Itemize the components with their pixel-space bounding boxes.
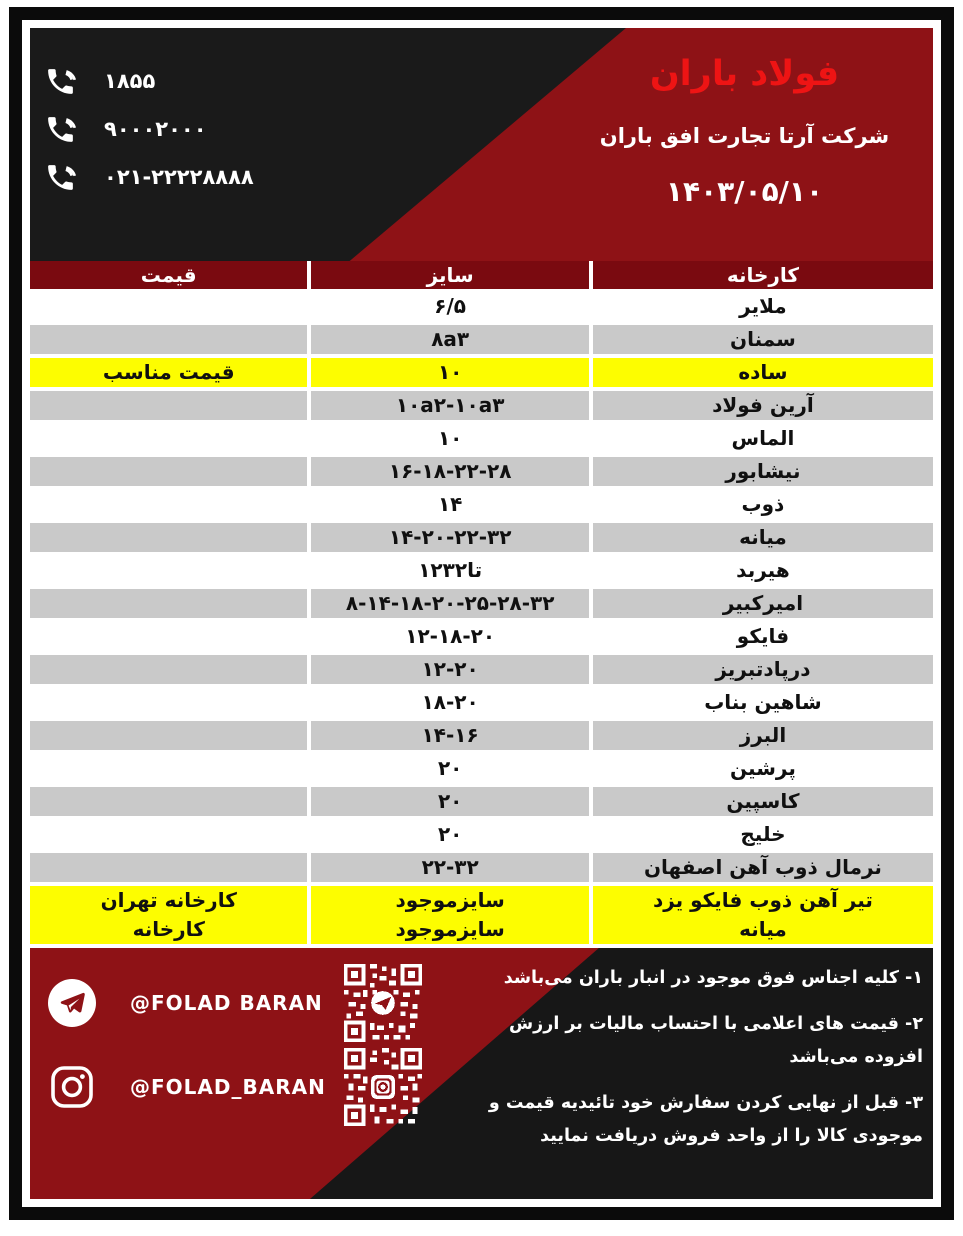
cell-size: ۱۰ — [311, 358, 588, 387]
cell-price: کارخانه تهران کارخانه — [30, 886, 307, 944]
phone-number: ۰۲۱-۲۲۲۲۸۸۸۸ — [104, 165, 254, 189]
cell-factory: ذوب — [593, 490, 933, 519]
cell-factory: تیر آهن ذوب فایکو یزد میانه — [593, 886, 933, 944]
cell-size: ۱۴-۲۰-۲۲-۳۲ — [311, 523, 588, 552]
table-row — [30, 589, 933, 618]
table-row — [30, 490, 933, 519]
cell-factory: سمنان — [593, 325, 933, 354]
cell-factory: البرز — [593, 721, 933, 750]
phone-icon — [44, 161, 77, 194]
note-item: ۳- قبل از نهایی کردن سفارش خود تائیدیه قیمت و موجودی کالا را از واحد فروش دریافت نمایید — [488, 1093, 923, 1146]
phone-number: ۹۰۰۰۲۰۰۰ — [104, 117, 207, 141]
instagram-handle: @FOLAD_BARAN — [130, 1075, 326, 1099]
cell-price — [30, 292, 307, 321]
cell-size: ۲۲-۳۲ — [311, 853, 588, 882]
cell-price — [30, 523, 307, 552]
telegram-item[interactable] — [48, 964, 422, 1042]
cell-factory: میانه — [593, 523, 933, 552]
cell-price — [30, 589, 307, 618]
cell-factory: شاهین بناب — [593, 688, 933, 717]
cell-factory: کاسپین — [593, 787, 933, 816]
cell-size: ۸a۳ — [311, 325, 588, 354]
phone-icon — [44, 113, 77, 146]
cell-factory: هیربد — [593, 556, 933, 585]
header — [30, 28, 933, 261]
cell-price — [30, 391, 307, 420]
instagram-item[interactable] — [48, 1048, 422, 1126]
footer-notes — [453, 962, 923, 1166]
cell-price — [30, 325, 307, 354]
cell-size: ۱۸-۲۰ — [311, 688, 588, 717]
cell-factory: پرشین — [593, 754, 933, 783]
page-title: فولاد باران — [649, 54, 840, 94]
cell-size: ۸-۱۴-۱۸-۲۰-۲۵-۲۸-۳۲ — [311, 589, 588, 618]
table-body — [30, 292, 933, 948]
phone-icon — [44, 65, 77, 98]
price-flyer-card — [9, 7, 954, 1220]
cell-price — [30, 754, 307, 783]
note-item: ۲- قیمت های اعلامی با احتساب مالیات بر ارزش افزوده می‌باشد — [509, 1014, 923, 1067]
table-row — [30, 655, 933, 684]
cell-price: قیمت مناسب — [30, 358, 307, 387]
table-header-factory: کارخانه — [593, 261, 933, 289]
table-row — [30, 787, 933, 816]
table-row — [30, 292, 933, 321]
cell-size: ۲۰ — [311, 820, 588, 849]
cell-factory: الماس — [593, 424, 933, 453]
cell-factory: ساده — [593, 358, 933, 387]
phone-list — [44, 64, 254, 194]
cell-price — [30, 721, 307, 750]
instagram-icon — [48, 1063, 96, 1111]
cell-price — [30, 655, 307, 684]
cell-price — [30, 556, 307, 585]
cell-factory: آرین فولاد — [593, 391, 933, 420]
telegram-icon — [48, 979, 96, 1027]
cell-price — [30, 688, 307, 717]
cell-price — [30, 490, 307, 519]
table-row-highlighted — [30, 886, 933, 944]
cell-factory: امیرکبیر — [593, 589, 933, 618]
table-row — [30, 457, 933, 486]
cell-size: ۱۲-۱۸-۲۰ — [311, 622, 588, 651]
telegram-handle: @FOLAD BARAN — [130, 991, 323, 1015]
cell-size: ۱۰a۲-۱۰a۳ — [311, 391, 588, 420]
cell-price — [30, 424, 307, 453]
phone-item[interactable] — [44, 64, 254, 98]
cell-factory: ملایر — [593, 292, 933, 321]
brand-block — [572, 54, 917, 208]
table-row — [30, 556, 933, 585]
table-row — [30, 721, 933, 750]
table-row — [30, 820, 933, 849]
cell-factory: خلیج — [593, 820, 933, 849]
phone-number: ۱۸۵۵ — [104, 69, 156, 93]
table-row — [30, 622, 933, 651]
cell-factory: فایکو — [593, 622, 933, 651]
instagram-qr-code[interactable] — [344, 1048, 422, 1126]
cell-size: ۶/۵ — [311, 292, 588, 321]
cell-factory: نیشابور — [593, 457, 933, 486]
price-date: ۱۴۰۳/۰۵/۱۰ — [665, 175, 824, 208]
footer — [30, 948, 933, 1199]
telegram-qr-code[interactable] — [344, 964, 422, 1042]
table-row — [30, 424, 933, 453]
company-name: شرکت آرتا تجارت افق باران — [599, 124, 890, 148]
cell-factory: درپادتبریز — [593, 655, 933, 684]
table-row — [30, 754, 933, 783]
cell-size: ۱۶-۱۸-۲۲-۲۸ — [311, 457, 588, 486]
table-header-size: سایز — [311, 261, 588, 289]
cell-size: ۲۰ — [311, 787, 588, 816]
cell-size: سایزموجود سایزموجود — [311, 886, 588, 944]
table-row — [30, 391, 933, 420]
cell-size: ۱۴ — [311, 490, 588, 519]
cell-price — [30, 853, 307, 882]
phone-item[interactable] — [44, 112, 254, 146]
table-row — [30, 358, 933, 387]
table-row — [30, 688, 933, 717]
table-header-row — [30, 261, 933, 289]
cell-size: ۱۲-۲۰ — [311, 655, 588, 684]
table-header-price: قیمت — [30, 261, 307, 289]
cell-price — [30, 457, 307, 486]
cell-size: ۱۲تا۳۲ — [311, 556, 588, 585]
cell-factory: نرمال ذوب آهن اصفهان — [593, 853, 933, 882]
cell-size: ۲۰ — [311, 754, 588, 783]
cell-size: ۱۴-۱۶ — [311, 721, 588, 750]
cell-price — [30, 820, 307, 849]
note-item: ۱- کلیه اجناس فوق موجود در انبار باران می‌باشد — [503, 968, 923, 988]
table-row — [30, 523, 933, 552]
table-row — [30, 853, 933, 882]
cell-size: ۱۰ — [311, 424, 588, 453]
cell-price — [30, 787, 307, 816]
table-row — [30, 325, 933, 354]
phone-item[interactable] — [44, 160, 254, 194]
cell-price — [30, 622, 307, 651]
